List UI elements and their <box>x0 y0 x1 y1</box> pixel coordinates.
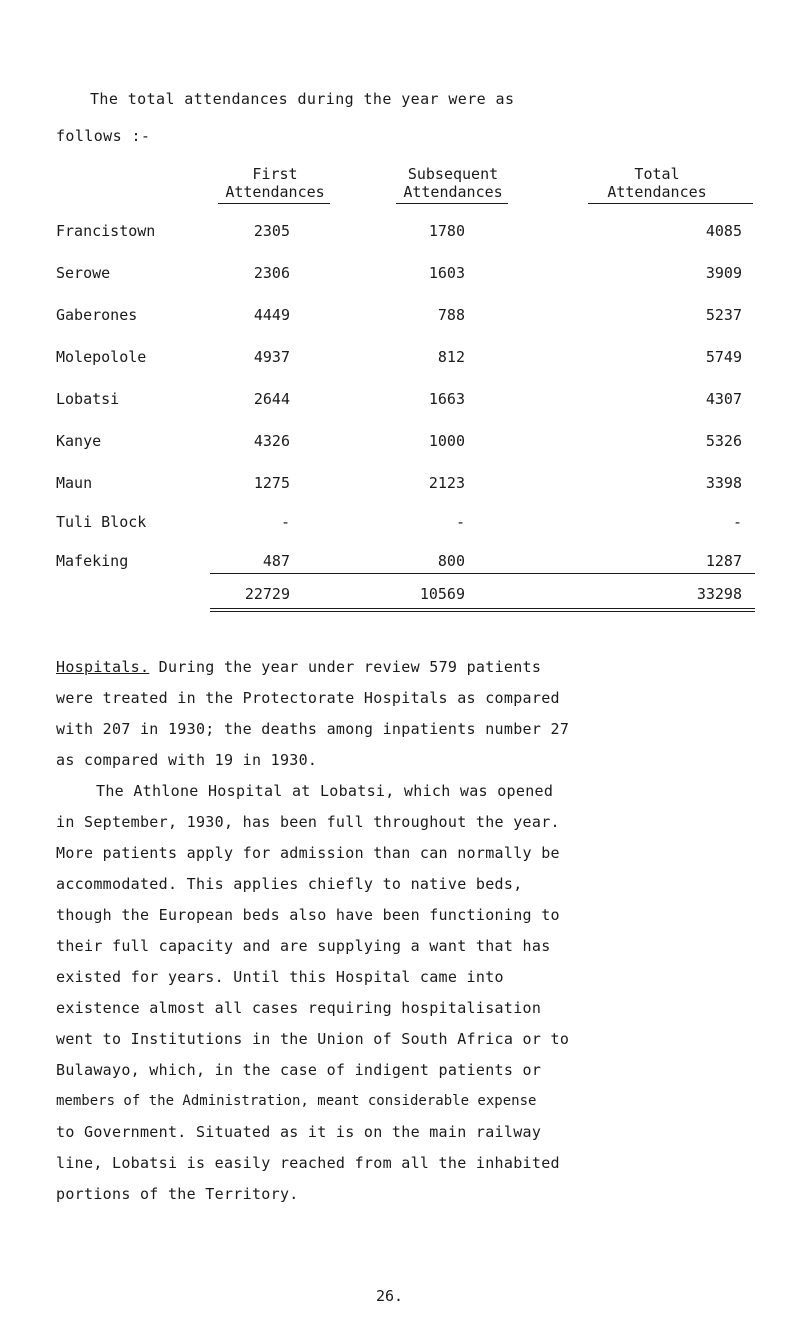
text-line: existence almost all cases requiring hospitalisation <box>56 999 542 1017</box>
double-rule-top <box>210 608 755 609</box>
totals-rule <box>210 573 755 574</box>
text-line: with 207 in 1930; the deaths among inpatients number 27 <box>56 720 570 738</box>
row-total: 5326 <box>705 432 742 450</box>
text-line: as compared with 19 in 1930. <box>56 751 318 769</box>
row-total: 3398 <box>705 474 742 492</box>
total-subsequent: 10569 <box>419 585 465 603</box>
row-place: Mafeking <box>56 552 129 570</box>
text-line: accommodated. This applies chiefly to native beds, <box>56 875 523 893</box>
page-number: 26. <box>376 1287 404 1305</box>
text-line: More patients apply for admission than can normally be <box>56 844 560 862</box>
row-total: 3909 <box>705 264 742 282</box>
row-total: 5749 <box>705 348 742 366</box>
text-line: line, Lobatsi is easily reached from all the inhabited <box>56 1154 560 1172</box>
row-subsequent: 1780 <box>428 222 465 240</box>
text-line: Hospitals. During the year under review 579 patients <box>56 658 542 676</box>
row-total: 4307 <box>705 390 742 408</box>
row-total: 5237 <box>705 306 742 324</box>
row-first: 4449 <box>253 306 290 324</box>
text-line: went to Institutions in the Union of South Africa or to <box>56 1030 570 1048</box>
text-line: their full capacity and are supplying a want that has <box>56 937 551 955</box>
col-header-total: Total Attendances <box>607 165 707 201</box>
row-subsequent: 1603 <box>428 264 465 282</box>
text-line: portions of the Territory. <box>56 1185 299 1203</box>
row-first: 4937 <box>253 348 290 366</box>
row-place: Serowe <box>56 264 111 282</box>
row-subsequent: 1663 <box>428 390 465 408</box>
row-first: 4326 <box>253 432 290 450</box>
row-subsequent: - <box>455 513 465 531</box>
total-total: 33298 <box>696 585 742 603</box>
text-line: to Government. Situated as it is on the main railway <box>56 1123 542 1141</box>
row-first: - <box>280 513 290 531</box>
double-rule-bottom <box>210 611 755 612</box>
row-place: Tuli Block <box>56 513 147 531</box>
col-header-subsequent: Subsequent Attendances <box>403 165 503 201</box>
hospitals-section <box>56 652 776 1210</box>
row-place: Maun <box>56 474 93 492</box>
row-first: 487 <box>262 552 290 570</box>
row-first: 2305 <box>253 222 290 240</box>
header-underline-first <box>218 203 330 204</box>
row-place: Lobatsi <box>56 390 120 408</box>
header-underline-subsequent <box>396 203 508 204</box>
row-subsequent: 812 <box>437 348 465 366</box>
text-line: were treated in the Protectorate Hospitals as compared <box>56 689 560 707</box>
row-place: Kanye <box>56 432 102 450</box>
hospitals-heading: Hospitals. <box>56 658 150 676</box>
row-total: 4085 <box>705 222 742 240</box>
row-place: Francistown <box>56 222 156 240</box>
text-line: though the European beds also have been functioning to <box>56 906 560 924</box>
text-line: The Athlone Hospital at Lobatsi, which was opened <box>96 782 554 800</box>
text-line: members of the Administration, meant considerable expense <box>56 1093 537 1109</box>
row-subsequent: 788 <box>437 306 465 324</box>
row-total: 1287 <box>705 552 742 570</box>
text-line: existed for years. Until this Hospital came into <box>56 968 504 986</box>
total-first: 22729 <box>244 585 290 603</box>
row-subsequent: 800 <box>437 552 465 570</box>
header-underline-total <box>588 203 753 204</box>
row-first: 2306 <box>253 264 290 282</box>
intro-line-1: The total attendances during the year were as <box>90 90 515 108</box>
row-place: Gaberones <box>56 306 138 324</box>
row-subsequent: 1000 <box>428 432 465 450</box>
intro-line-2: follows :- <box>56 127 151 145</box>
text-line: Bulawayo, which, in the case of indigent patients or <box>56 1061 542 1079</box>
text-line: in September, 1930, has been full throughout the year. <box>56 813 560 831</box>
row-first: 1275 <box>253 474 290 492</box>
col-header-first: First Attendances <box>225 165 325 201</box>
row-first: 2644 <box>253 390 290 408</box>
row-total: - <box>732 513 742 531</box>
row-place: Molepolole <box>56 348 147 366</box>
row-subsequent: 2123 <box>428 474 465 492</box>
